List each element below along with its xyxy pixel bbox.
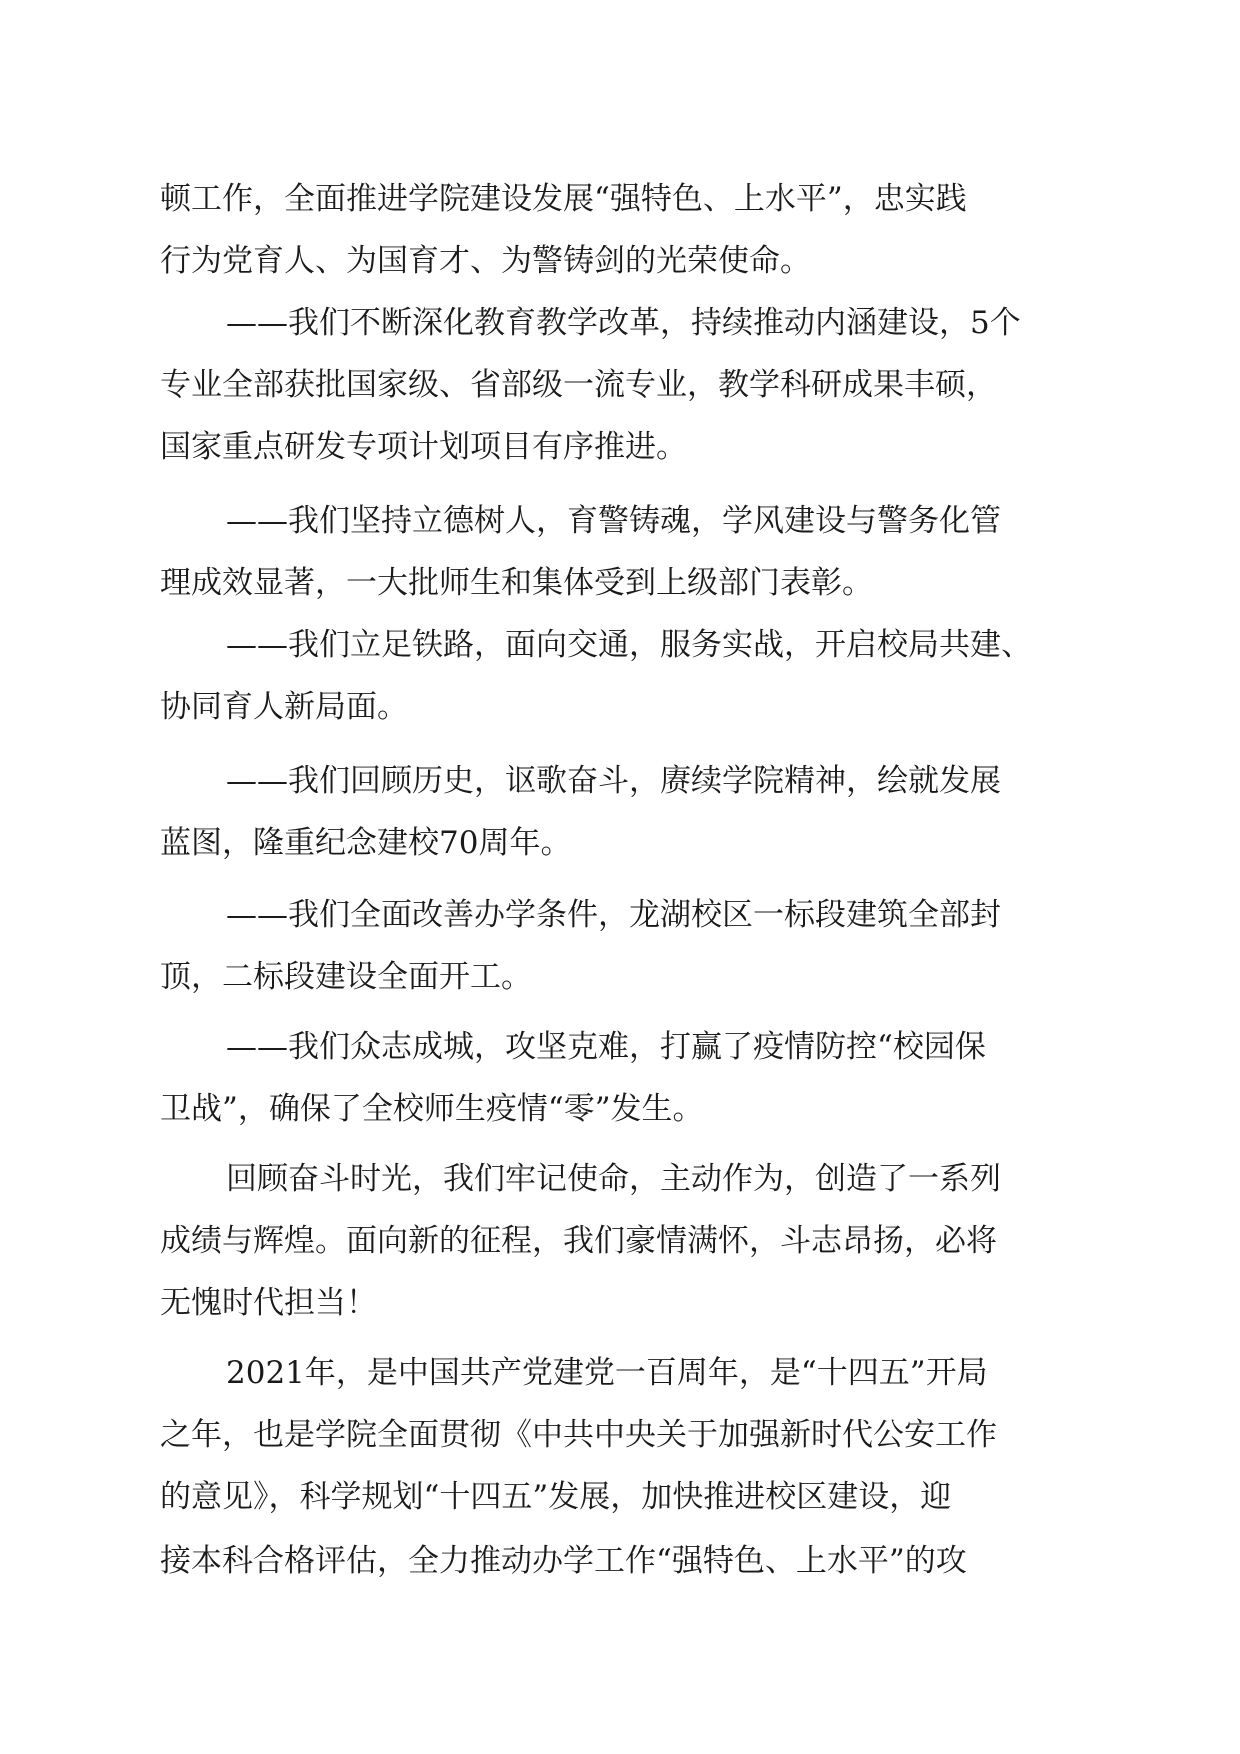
text-line: 理成效显著，一大批师生和集体受到上级部门表彰。	[160, 565, 873, 601]
text-line: ——我们坚持立德树人，育警铸魂，学风建设与警务化管	[226, 503, 1001, 539]
text-line: 顶，二标段建设全面开工。	[160, 959, 532, 995]
text-line: 卫战”，确保了全校师生疫情“零”发生。	[160, 1091, 704, 1127]
text-line: ——我们回顾历史，讴歌奋斗，赓续学院精神，绘就发展	[226, 763, 1001, 799]
text-line: 回顾奋斗时光，我们牢记使命，主动作为，创造了一系列	[226, 1161, 1001, 1197]
text-line: 顿工作，全面推进学院建设发展“强特色、上水平”，忠实践	[160, 181, 967, 217]
text-line: 协同育人新局面。	[160, 689, 408, 725]
text-line: 成绩与辉煌。面向新的征程，我们豪情满怀，斗志昂扬，必将	[160, 1223, 997, 1259]
text-line: 行为党育人、为国育才、为警铸剑的光荣使命。	[160, 243, 811, 279]
text-line: ——我们不断深化教育教学改革，持续推动内涵建设，5个	[226, 305, 1021, 341]
text-line: 的意见》，科学规划“十四五”发展，加快推进校区建设，迎	[160, 1479, 952, 1515]
text-line: ——我们全面改善办学条件，龙湖校区一标段建筑全部封	[226, 897, 1001, 933]
text-line: 接本科合格评估，全力推动办学工作“强特色、上水平”的攻	[160, 1543, 967, 1579]
text-line: 专业全部获批国家级、省部级一流专业，教学科研成果丰硕，	[160, 367, 997, 403]
text-line: 2021年，是中国共产党建党一百周年，是“十四五”开局	[226, 1355, 988, 1391]
text-line: ——我们立足铁路，面向交通，服务实战，开启校局共建、	[226, 627, 1032, 663]
text-line: 无愧时代担当！	[160, 1285, 377, 1321]
text-line: ——我们众志成城，攻坚克难，打赢了疫情防控“校园保	[226, 1029, 986, 1065]
text-line: 之年，也是学院全面贯彻《中共中央关于加强新时代公安工作	[160, 1417, 997, 1453]
text-line: 国家重点研发专项计划项目有序推进。	[160, 429, 687, 465]
text-line: 蓝图，隆重纪念建校70周年。	[160, 825, 572, 861]
